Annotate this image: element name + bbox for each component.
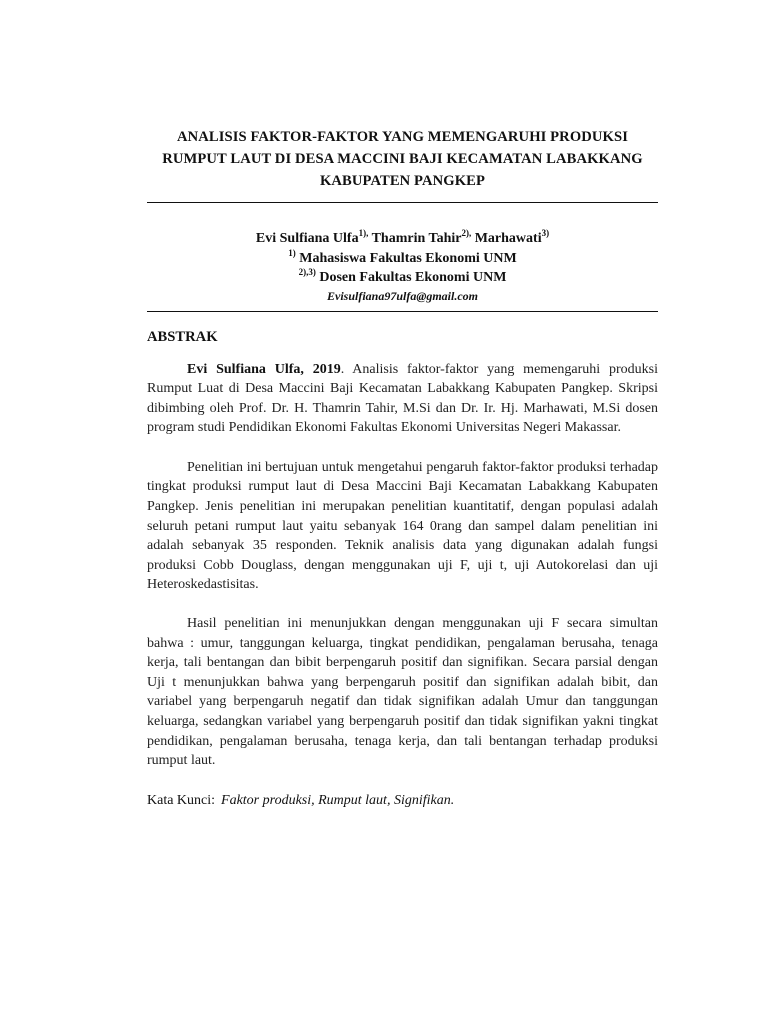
author-2-name: Thamrin Tahir bbox=[368, 231, 462, 246]
abstract-paragraph-1 bbox=[147, 360, 658, 438]
affiliation-2-text: Dosen Fakultas Ekonomi UNM bbox=[315, 270, 507, 285]
author-2-sup: 2), bbox=[461, 228, 472, 238]
document-page bbox=[147, 126, 658, 810]
author-email: Evisulfiana97ulfa@gmail.com bbox=[327, 288, 478, 303]
keywords-label: Kata Kunci: bbox=[147, 792, 216, 808]
author-1-name: Evi Sulfiana Ulfa bbox=[255, 231, 359, 246]
author-block bbox=[147, 229, 658, 288]
citation-lead: Evi Sulfiana Ulfa, 2019 bbox=[187, 361, 341, 377]
abstract-paragraph-2: Penelitian ini bertujuan untuk mengetahui pengaruh faktor-faktor produksi terhadap tingkat produksi rumput laut di Desa Maccini Baji Kecamatan Labakkang Kabupaten Pangkep. Jenis penelitian ini merupakan penelitian kuantitatif, dengan populasi adalah seluruh petani rumput laut yaitu sebanyak 164 0rang dan sampel dalam penelitian ini adalah sebanyak 35 responden. Teknik analisis data yang digunakan adalah fungsi produksi Cobb Douglass, dengan menggunakan uji F, uji t, uji Autokorelasi dan uji Heteroskedastisitas. bbox=[147, 459, 658, 593]
keywords-value: Faktor produksi, Rumput laut, Signifikan. bbox=[221, 792, 455, 808]
affiliation-2-sup: 2),3) bbox=[298, 267, 316, 277]
author-names bbox=[147, 229, 658, 249]
abstract-paragraph-3: Hasil penelitian ini menunjukkan dengan menggunakan uji F secara simultan bahwa : umur, tanggungan keluarga, tingkat pendidikan, pengalaman berusaha, tenaga kerja, tali bentangan dan bibit berpengaruh positif dan signifikan. Secara parsial dengan Uji t menunjukkan bahwa yang berpengaruh positif dan signifikan adalah bibit, dan variabel yang berpengaruh negatif dan tidak signifikan adalah Umur dan tanggungan keluarga, sedangkan variabel yang berpengaruh positif dan tidak signifikan yakni tingkat pendidikan, pengalaman berusaha, tenaga kerja, dan tali bentangan terhadap produksi rumput laut. bbox=[147, 616, 658, 769]
paper-title bbox=[147, 126, 658, 192]
affiliation-1 bbox=[147, 249, 658, 269]
title-line-3: KABUPATEN PANGKEP bbox=[319, 173, 486, 189]
author-divider bbox=[147, 311, 658, 312]
author-3-name: Marhawati bbox=[471, 231, 542, 246]
title-line-2: RUMPUT LAUT DI DESA MACCINI BAJI KECAMATAN LABAKKANG bbox=[162, 151, 643, 167]
affiliation-1-sup: 1) bbox=[288, 247, 296, 258]
abstract-paragraph-1-text: . Analisis faktor-faktor yang memengaruhi produksi Rumput Luat di Desa Maccini Baji Kecamatan Labakkang Kabupaten Pangkep. Skripsi dibimbing oleh Prof. Dr. H. Thamrin Tahir, M.Si dan Dr. Ir. Hj. Marhawati, M.Si dosen program studi Pendidikan Ekonomi Fakultas Ekonomi Universitas Negeri Makassar. bbox=[147, 361, 658, 436]
title-divider bbox=[147, 202, 658, 203]
keywords bbox=[147, 791, 658, 811]
title-line-1: ANALISIS FAKTOR-FAKTOR YANG MEMENGARUHI PRODUKSI bbox=[176, 129, 629, 145]
affiliation-1-text: Mahasiswa Fakultas Ekonomi UNM bbox=[295, 250, 517, 266]
affiliation-2 bbox=[147, 268, 658, 288]
author-3-sup: 3) bbox=[541, 228, 550, 238]
author-1-sup: 1), bbox=[358, 228, 369, 238]
abstract-heading: ABSTRAK bbox=[147, 328, 218, 345]
